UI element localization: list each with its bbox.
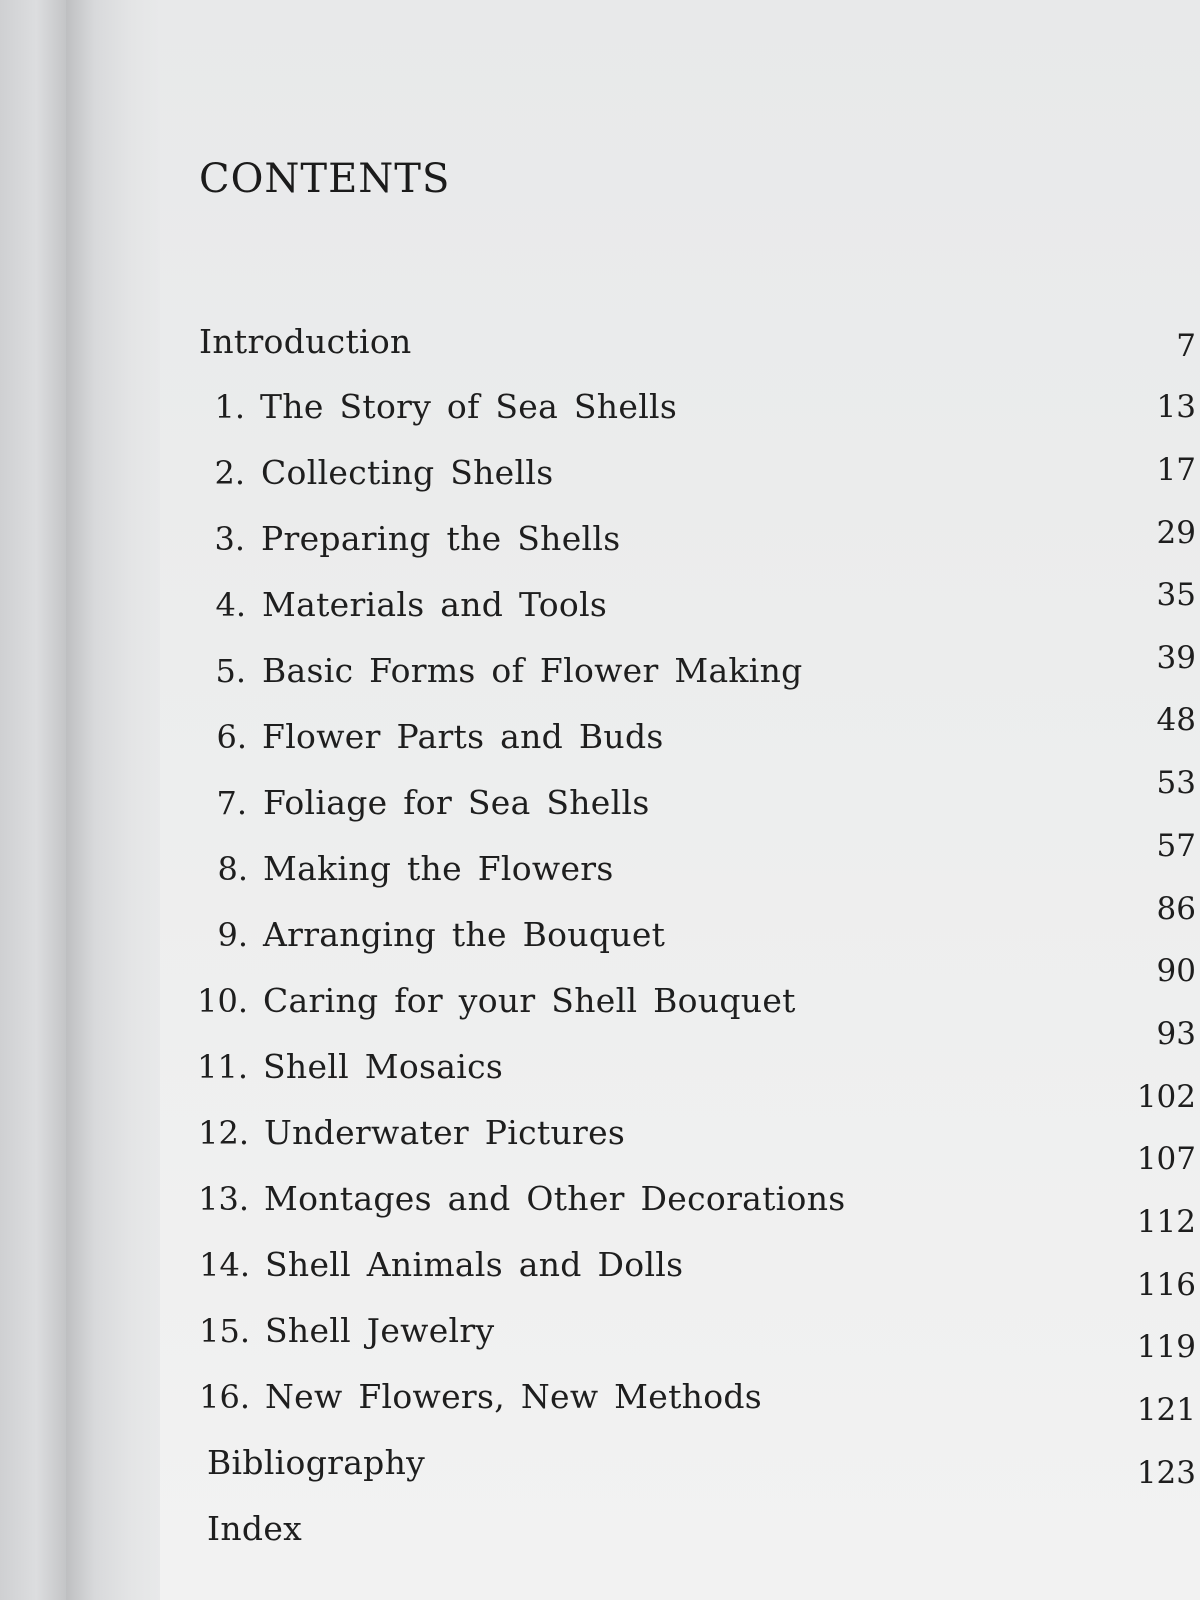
toc-entry-5 [0,640,1200,696]
toc-entry-title: Bibliography [207,1443,426,1482]
toc-entry-number: 3. [214,520,245,558]
toc-entry-9 [0,891,1200,960]
toc-entry-page: 13 [1156,389,1196,425]
toc-entry-title: Flower Parts and Buds [262,717,664,756]
toc-entry-11 [0,1016,1200,1092]
page-title: CONTENTS [199,156,451,202]
toc-entry-title: Shell Animals and Dolls [265,1245,684,1284]
toc-entry-title: Arranging the Bouquet [263,915,666,954]
toc-entry-number: 12. [198,1114,249,1152]
toc-entry-number: 16. [199,1378,250,1416]
toc-entry-3 [0,514,1200,564]
toc-entry-number: 6. [216,718,247,756]
toc-entry-page: 7 [1176,328,1196,364]
toc-entry-number: 5. [215,652,246,690]
toc-entry-number: 1. [214,388,245,426]
toc-entry-title: Foliage for Sea Shells [263,783,650,822]
toc-entry-page: 121 [1136,1392,1196,1428]
toc-entry-15 [0,1267,1200,1356]
toc-entry-title: Montages and Other Decorations [264,1179,846,1218]
toc-entry-page: 57 [1156,828,1196,864]
toc-entry-title: Shell Mosaics [263,1047,504,1086]
toc-entry-page: 123 [1136,1455,1196,1491]
toc-entry-6 [0,702,1200,762]
toc-entry-number: 8. [217,850,248,888]
toc-entry-7 [0,765,1200,828]
toc-entry-title: Collecting Shells [261,453,554,492]
toc-entry-13 [0,1141,1200,1224]
toc-entry-title: Caring for your Shell Bouquet [263,981,796,1020]
toc-entry-title: Preparing the Shells [261,519,621,558]
toc-entry-page: 48 [1156,702,1196,738]
toc-entry-12 [0,1079,1200,1158]
toc-entry-2 [0,448,1200,498]
toc-entry-page: 17 [1156,452,1196,488]
toc-entry-page: 86 [1156,891,1196,927]
toc-entry-page: 53 [1156,765,1196,801]
toc-entry-title: Underwater Pictures [264,1113,626,1152]
toc-entry-number: 15. [199,1312,250,1350]
toc-entry-number: 4. [215,586,246,624]
toc-entry-4 [0,577,1200,630]
toc-entry-14 [0,1204,1200,1290]
toc-entry-page: 112 [1136,1204,1196,1240]
toc-entry-title: Materials and Tools [262,585,608,624]
toc-entry-title: Shell Jewelry [265,1311,495,1350]
toc-entry-page: 93 [1156,1016,1196,1052]
toc-entry-number: 11. [197,1048,248,1086]
toc-entry-page: 116 [1136,1267,1196,1303]
toc-entry-page: 107 [1136,1141,1196,1177]
toc-entry-page: 90 [1156,953,1196,989]
toc-entry-number: 7. [216,784,247,822]
toc-entry-title: The Story of Sea Shells [260,387,678,426]
toc-entry-1 [0,382,1200,432]
toc-entry-title: Making the Flowers [263,849,614,888]
toc-entry-page: 39 [1156,640,1196,676]
toc-entry-8 [0,828,1200,894]
toc-entry-page: 102 [1136,1079,1196,1115]
toc-entry-number: 9. [217,916,248,954]
toc-entry-number: 14. [199,1246,250,1284]
toc-entry-page: 29 [1156,515,1196,551]
toc-entry-number: 13. [198,1180,249,1218]
toc-entry-title: Index [207,1509,303,1548]
toc-entry-10 [0,953,1200,1026]
toc-entry-title: Introduction [199,322,412,361]
toc-entry-number: 2. [214,454,245,492]
toc-entry-title: New Flowers, New Methods [265,1377,763,1416]
toc-entry-introduction [0,317,1200,367]
toc-entry-page: 35 [1156,577,1196,613]
toc-entry-title: Basic Forms of Flower Making [262,651,803,690]
toc-entry-number: 10. [197,982,248,1020]
toc-entry-page: 119 [1136,1329,1196,1365]
